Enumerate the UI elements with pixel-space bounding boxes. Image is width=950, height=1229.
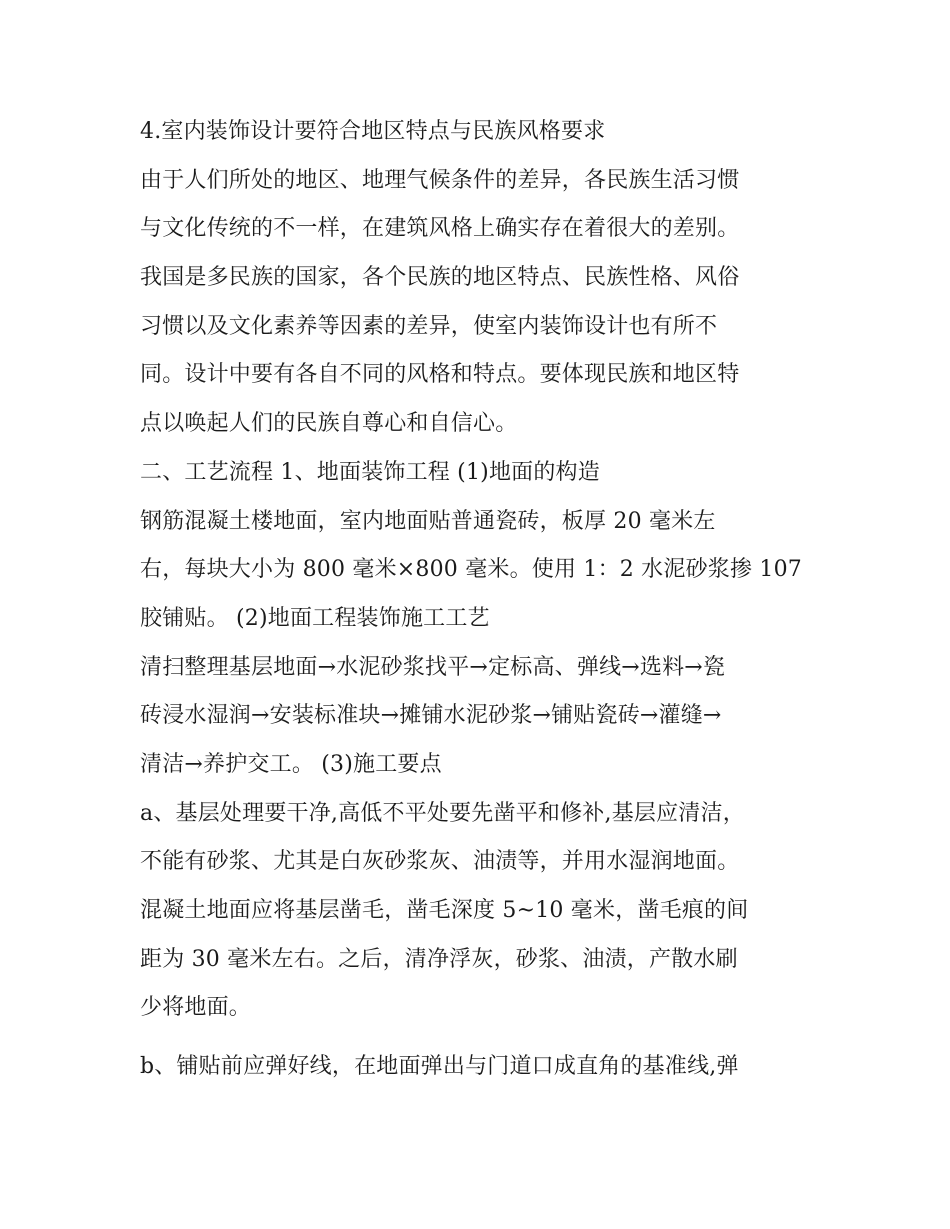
- section-heading: 二、工艺流程 1、地面装饰工程 (1)地面的构造: [140, 459, 600, 485]
- paragraph-line: a、基层处理要干净,高低不平处要先凿平和修补,基层应清洁，: [140, 800, 745, 826]
- paragraph-line: 少将地面。: [140, 995, 252, 1021]
- section-heading: 4.室内装饰设计要符合地区特点与民族风格要求: [140, 119, 606, 144]
- paragraph-line: 不能有砂浆、尤其是白灰砂浆灰、油渍等，并用水湿润地面。: [140, 849, 740, 875]
- paragraph-line: 与文化传统的不一样，在建筑风格上确实存在着很大的差别。: [140, 216, 740, 242]
- document-body: [140, 108, 820, 1092]
- paragraph-line: 胶铺贴。 (2)地面工程装饰施工工艺: [140, 605, 490, 631]
- paragraph-line: 混凝土地面应将基层凿毛，凿毛深度 5~10 毫米，凿毛痕的间: [140, 898, 749, 923]
- paragraph-line: 右，每块大小为 800 毫米×800 毫米。使用 1：2 水泥砂浆掺 107: [140, 557, 802, 583]
- paragraph-line: 砖浸水湿润→安装标准块→摊铺水泥砂浆→铺贴瓷砖→灌缝→: [140, 703, 722, 729]
- paragraph-line: 我国是多民族的国家，各个民族的地区特点、民族性格、风俗: [140, 265, 740, 291]
- paragraph-line: 同。设计中要有各自不同的风格和特点。要体现民族和地区特: [140, 362, 740, 388]
- paragraph-line: b、铺贴前应弹好线，在地面弹出与门道口成直角的基准线,弹: [140, 1054, 739, 1080]
- paragraph-spacer: [140, 1033, 820, 1043]
- paragraph-line: 点以唤起人们的民族自尊心和自信心。: [140, 411, 518, 437]
- paragraph-line: 习惯以及文化素养等因素的差异，使室内装饰设计也有所不: [140, 313, 718, 339]
- paragraph-line: 距为 30 毫米左右。之后，清净浮灰，砂浆、油渍，产散水刷: [140, 946, 738, 972]
- paragraph-line: 由于人们所处的地区、地理气候条件的差异，各民族生活习惯: [140, 167, 740, 193]
- paragraph-line: 钢筋混凝土楼地面，室内地面贴普通瓷砖，板厚 20 毫米左: [140, 508, 716, 534]
- paragraph-line: 清洁→养护交工。 (3)施工要点: [140, 751, 442, 777]
- paragraph-line: 清扫整理基层地面→水泥砂浆找平→定标高、弹线→选料→瓷: [140, 654, 726, 680]
